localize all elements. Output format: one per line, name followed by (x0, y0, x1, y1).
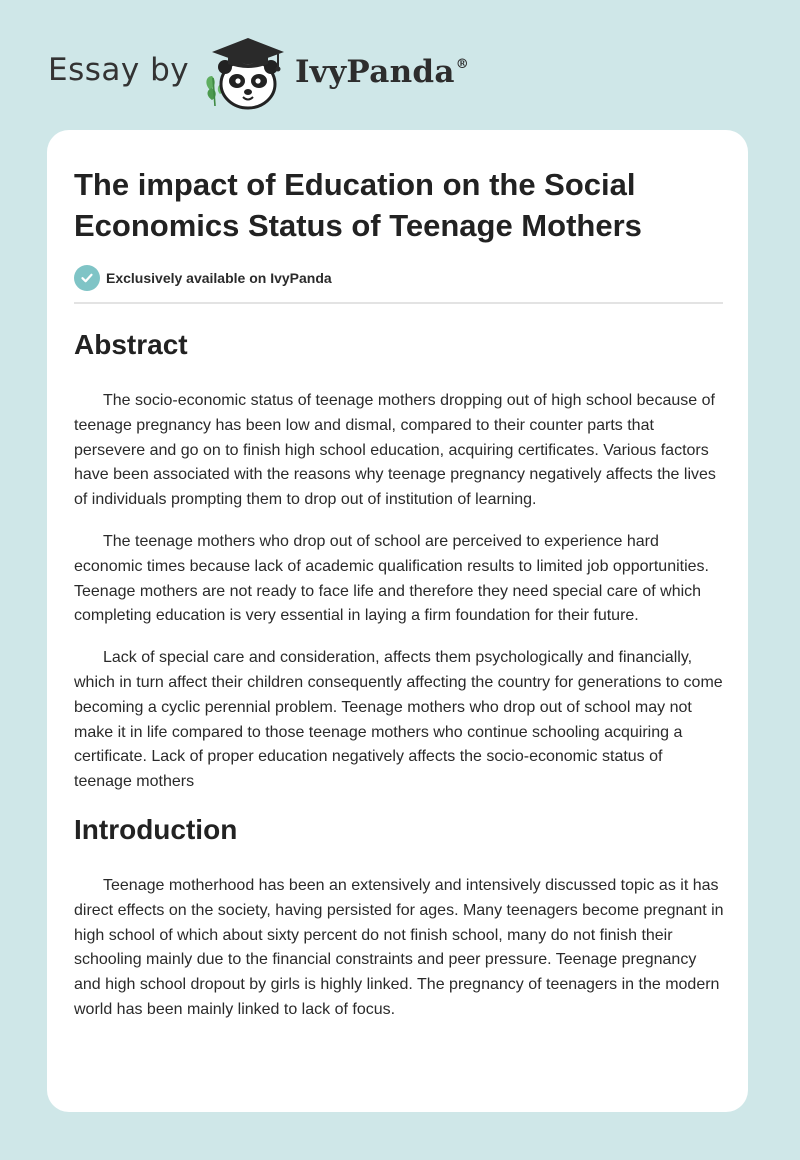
brand-text: IvyPanda (295, 54, 455, 90)
exclusive-label: Exclusively available on IvyPanda (106, 270, 332, 286)
registered-mark: ® (455, 57, 470, 72)
section-heading-introduction: Introduction (74, 813, 238, 845)
panda-graduate-icon (200, 34, 288, 110)
brand-name (295, 54, 469, 90)
paragraph: The socio-economic status of teenage mothers dropping out of high school because of teenage pregnancy has been low and dismal, compared to their counter parts that persevere and go on to finish high school education, acquiring certificates. Various factors have been associated with the reasons why teenage pregnancy negatively affects the lives of individuals prompting them to drop out of institution of learning. (74, 392, 716, 509)
paragraph: Lack of special care and consideration, affects them psychologically and financially, which in turn affect their children consequently affecting the country for generations to come becoming a cyclic perennial problem. Teenage mothers who drop out of school may not make it in life compared to those teenage mothers who continue schooling acquiring a certificate. Lack of proper education negatively affects the socio-economic status of teenage mothers (74, 649, 723, 791)
essay-by-label: Essay by (48, 52, 190, 88)
divider (74, 302, 723, 304)
exclusive-badge (74, 265, 332, 291)
essay-content (74, 328, 724, 1040)
section-heading-abstract: Abstract (74, 329, 188, 360)
paragraph: The teenage mothers who drop out of school are perceived to experience hard economic times because lack of academic qualification results to limited job opportunities. Teenage mothers are not ready to face life and therefore they need special care of which completing education is very essential in laying a firm foundation for their future. (74, 532, 709, 625)
paragraph: Teenage motherhood has been an extensively and intensively discussed topic as it has direct effects on the society, having persisted for ages. Many teenagers become pregnant in high school of which about sixty percent do not finish school, many do not finish their schooling mainly due to the financial constraints and peer pressure. Teenage pregnancy and high school dropout by girls is highly linked. The pregnancy of teenagers in the modern world has been mainly linked to lack of focus. (74, 876, 724, 1018)
check-icon (74, 265, 100, 291)
site-header (48, 34, 508, 110)
essay-card (47, 130, 748, 1112)
essay-title: The impact of Education on the Social Economics Status of Teenage Mothers (74, 167, 642, 243)
